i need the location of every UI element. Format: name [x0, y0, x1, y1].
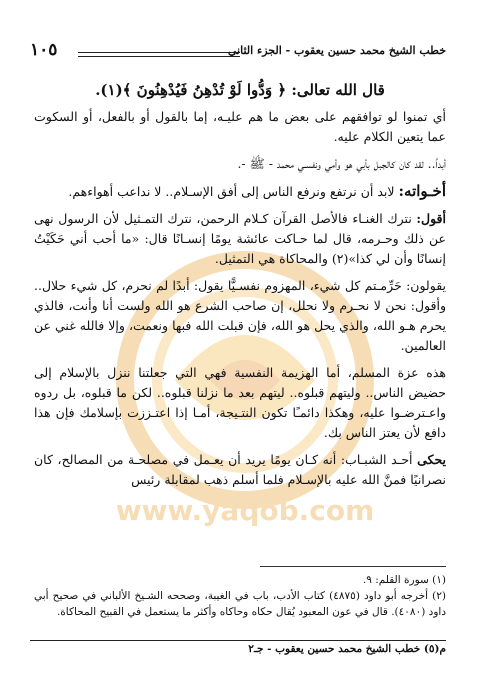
footnote-1: (١) سورة القلم: ٩.: [362, 574, 446, 586]
lead-word: أقول:: [416, 211, 446, 226]
page-header: [30, 40, 446, 68]
paragraph-2: أبداً.. لقد كان كالجبل بأبي هو وأمي ونفسـي محمد - ﷺ -.: [237, 156, 446, 171]
footnote-rule: [260, 566, 446, 567]
lead-word: يحكى: [417, 452, 446, 467]
paragraph-7: [34, 450, 446, 490]
page-footer: م(٥) خطب الشيخ محمد حسين يعقوب - جـ٢: [248, 643, 446, 655]
paragraph-5: يقولون: حَرِّمـتم كل شيء، المهزوم نفسـيًّا يقول: أبدًا لم نحرم، كل شيء حلال.. وأقول: نحن لا نحـرم ولا نحلل، إن صاحب الشرع هو الله ولست أنا وأنت، فالذي يحرم هـو الله، والذي يحل هو الله، فإن قبلت الله فبها ونعمت، وإلا فالله غني عن العالمين.: [34, 278, 446, 353]
footnotes: [34, 572, 446, 620]
header-rule: [78, 52, 240, 57]
paragraph-3-text: لابد أن نرتفع ونرفع الناس إلى أفق الإسـلام.. لا نداعب أهواءهم.: [68, 184, 395, 199]
footer-rule: [30, 640, 446, 641]
paragraph-3: [34, 181, 446, 202]
footnote-2: (٢) أخرجه أبو داود (٤٨٧٥) كتاب الأدب، باب في الغيبة، وصححه الشـيخ الألباني في صحيح أبي داود (٤٠٨٠). قال في عون المعبود يُقال حكاه وحاكاه وأكثر ما يستعمل في القبيح المحاكاة.: [34, 590, 447, 618]
paragraph-4: [34, 209, 446, 269]
paragraph-7-text: أحـد الشبـاب: أنه كـان يومًا يريد أن يعـمل في مصلحـة من المصالح، كان نصرانيًا فمنَّ الله عليه بالإسـلام فلما أسلم ذهب لمقابلة رئيس: [34, 452, 446, 487]
page-number: ١٠٥: [30, 40, 58, 60]
paragraph-quran-verse: قال الله تعالى: ﴿ وَدُّوا لَوْ تُدْهِنُ فَيُدْهِنُونَ ﴾(١).: [95, 81, 385, 99]
watermark-text: www.yaqob.com: [115, 494, 375, 527]
lead-word: أخـواته:: [398, 182, 446, 200]
paragraph-6: هذه عزة المسلم، أما الهزيمة النفسية فهي التي جعلتنا ننزل بالإسلام إلى حضيض الناس.. وليتهم قبلوه.. ليتهم بعد ما نزلنا قبلوه.. لكن ما قبلوه، بل ردوه واعـترضـوا عليه، وهكذا دائمـًا تكون النتـيجة، أمـا إذا اعتـززت بإسلامك فإن هذا دافع لأن يعتز الناس بك.: [34, 365, 446, 440]
paragraph-1: أي تمنوا لو توافقهم على بعض ما هم عليـه، إما بالقول أو بالفعل، أو السكوت عما يتعين الكلام عليه.: [34, 109, 446, 144]
paragraph-4-text: نترك الغنـاء فالأصل القرآن كـلام الرحمن، نترك التمـثيل لأن الرسول نهى عن ذلك وحـرمه، قال لما حـاكت عائشة يومًا إنسـانًا قال: «ما أحب أني حَكَيْتُ إنسانًا وأن لي كذا»(٢) والمحاكاة هي التمثيل.: [34, 211, 446, 266]
body-text: [34, 80, 446, 497]
running-title: خطب الشيخ محمد حسين يعقوب - الجزء الثاني: [227, 44, 446, 57]
